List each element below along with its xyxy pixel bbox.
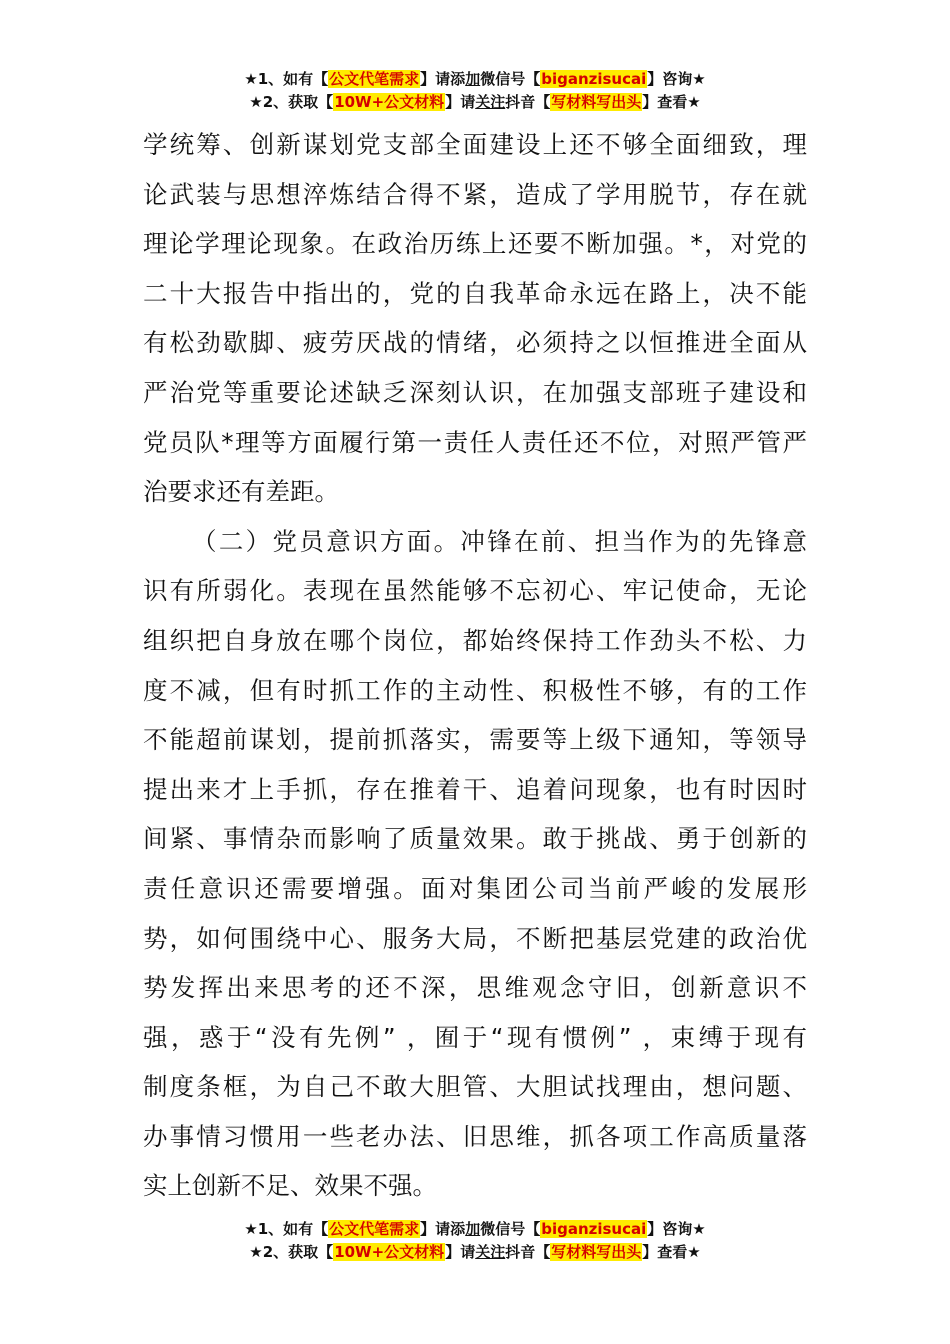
body-line: 办事情习惯用一些老办法、旧思维，抓各项工作高质量落: [143, 1121, 807, 1151]
body-line: 间紧、事情杂而影响了质量效果。敢于挑战、勇于创新的: [143, 824, 807, 854]
body-line: 强，惑于“没有先例” ，囿于“现有惯例” ，束缚于现有: [143, 1022, 807, 1052]
body-line: 不能超前谋划，提前抓落实，需要等上级下通知，等领导: [143, 725, 807, 755]
banner-line-1: ★1、如有【公文代笔需求】请添加微信号【biganzisucai】咨询★: [244, 1220, 706, 1238]
body-line: 识有所弱化。表现在虽然能够不忘初心、牢记使命，无论: [143, 576, 807, 606]
body-line: 有松劲歇脚、疲劳厌战的情绪，必须持之以恒推进全面从: [143, 328, 807, 358]
body-line: 理论学理论现象。在政治历练上还要不断加强。*，对党的: [143, 229, 807, 259]
body-line: 势，如何围绕中心、服务大局，不断把基层党建的政治优: [143, 923, 807, 953]
banner-line-1: ★1、如有【公文代笔需求】请添加微信号【biganzisucai】咨询★: [244, 70, 706, 88]
banner-highlight: biganzisucai: [541, 70, 647, 88]
banner-highlight: 公文代笔需求: [329, 1220, 420, 1238]
banner-highlight: 10W+公文材料: [334, 1243, 445, 1261]
body-line: 度不减，但有时抓工作的主动性、积极性不够，有的工作: [143, 675, 807, 705]
banner-line-2: ★2、获取【10W+公文材料】请关注抖音【写材料写出头】查看★: [249, 1243, 701, 1261]
banner-highlight: 公文代笔需求: [329, 70, 420, 88]
body-line: 二十大报告中指出的，党的自我革命永远在路上，决不能: [143, 278, 807, 308]
body-line: 制度条框，为自己不敢大胆管、大胆试找理由，想问题、: [143, 1072, 807, 1102]
body-line: 严治党等重要论述缺乏深刻认识，在加强支部班子建设和: [143, 377, 807, 407]
banner-highlight: 10W+公文材料: [334, 93, 445, 111]
body-line: 势发挥出来思考的还不深，思维观念守旧，创新意识不: [143, 973, 807, 1003]
body-line: 治要求还有差距。: [143, 477, 339, 507]
body-line: 论武装与思想淬炼结合得不紧，造成了学用脱节，存在就: [143, 179, 807, 209]
banner-line-2: ★2、获取【10W+公文材料】请关注抖音【写材料写出头】查看★: [249, 93, 701, 111]
banner-highlight: 写材料写出头: [551, 93, 642, 111]
body-line: 党员队*理等方面履行第一责任人责任还不位，对照严管严: [143, 427, 807, 457]
body-line: 提出来才上手抓，存在推着干、追着问现象，也有时因时: [143, 774, 807, 804]
body-line: 实上创新不足、效果不强。: [143, 1171, 437, 1201]
banner-highlight: 写材料写出头: [551, 1243, 642, 1261]
header-banner: [0, 68, 950, 114]
section-heading-line: （二）党员意识方面。冲锋在前、担当作为的先锋意: [192, 526, 807, 556]
body-line: 组织把自身放在哪个岗位，都始终保持工作劲头不松、力: [143, 625, 807, 655]
body-line: 学统筹、创新谋划党支部全面建设上还不够全面细致，理: [143, 130, 807, 159]
body-line: 责任意识还需要增强。面对集团公司当前严峻的发展形: [143, 873, 807, 903]
banner-highlight: biganzisucai: [541, 1220, 647, 1238]
document-body: [143, 120, 807, 1211]
footer-banner: [0, 1218, 950, 1264]
